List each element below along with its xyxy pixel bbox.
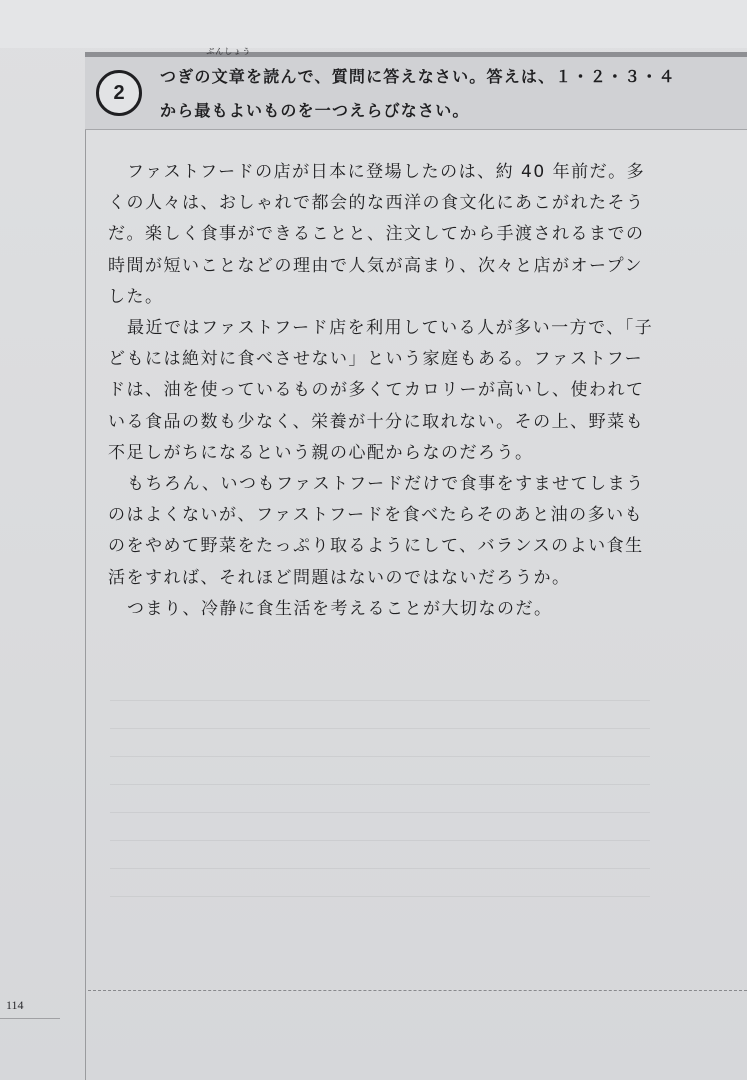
passage-line: くの人々は、おしゃれで都会的な西洋の食文化にあこがれたそう <box>108 193 645 214</box>
passage-line: した。 <box>108 286 164 307</box>
instruction-line-1-end: を読んで、質問に答えなさい。答えは、１・２・３・４ <box>246 67 676 86</box>
passage-line: 不足しがちになるという親の心配からなのだろう。 <box>108 442 534 463</box>
question-instruction <box>160 47 740 128</box>
instruction-line-1-start: つぎの <box>160 67 212 86</box>
header-divider <box>85 129 747 130</box>
passage-line: 最近ではファストフード店を利用している人が多い一方で、「子 <box>127 318 654 339</box>
question-number-badge <box>96 70 142 116</box>
left-margin-rule <box>85 52 86 1080</box>
ruby-reading: ぶんしょう <box>206 47 252 56</box>
page-number-rule <box>0 1018 60 1019</box>
passage-line: のはよくないが、ファストフードを食べたらそのあと油の多いも <box>108 505 644 526</box>
top-margin <box>0 0 747 48</box>
passage-line: 時間が短いことなどの理由で人気が高まり、次々と店がオープン <box>108 255 643 276</box>
passage-line: いる食品の数も少なく、栄養が十分に取れない。その上、野菜も <box>108 411 645 432</box>
ruby-base: 文章 <box>211 67 247 86</box>
passage-line: どもには絶対に食べさせない」という家庭もある。ファストフー <box>108 349 644 370</box>
bleed-through-shadow <box>110 700 650 940</box>
passage-line: つまり、冷静に食生活を考えることが大切なのだ。 <box>127 598 553 619</box>
passage-line: だ。楽しく食事ができることと、注文してから手渡されるまでの <box>108 224 645 245</box>
passage-line: ドは、油を使っているものが多くてカロリーが高いし、使われて <box>108 380 645 401</box>
instruction-line-2: から最もよいものを一つえらびなさい。 <box>160 101 470 120</box>
question-number: 2 <box>113 81 125 104</box>
instruction-line-1 <box>160 47 740 94</box>
ruby-word-bunshou <box>206 47 252 94</box>
passage-line: ファストフードの店が日本に登場したのは、約 40 年前だ。多 <box>127 162 646 182</box>
reading-passage <box>108 157 668 625</box>
passage-line: のをやめて野菜をたっぷり取るようにして、バランスのよい食生 <box>108 536 644 557</box>
dashed-divider <box>88 990 747 991</box>
passage-line: もちろん、いつもファストフードだけで食事をすませてしまう <box>127 474 645 495</box>
passage-line: 活をすれば、それほど問題はないのではないだろうか。 <box>108 567 571 588</box>
page-number: 114 <box>6 998 24 1012</box>
